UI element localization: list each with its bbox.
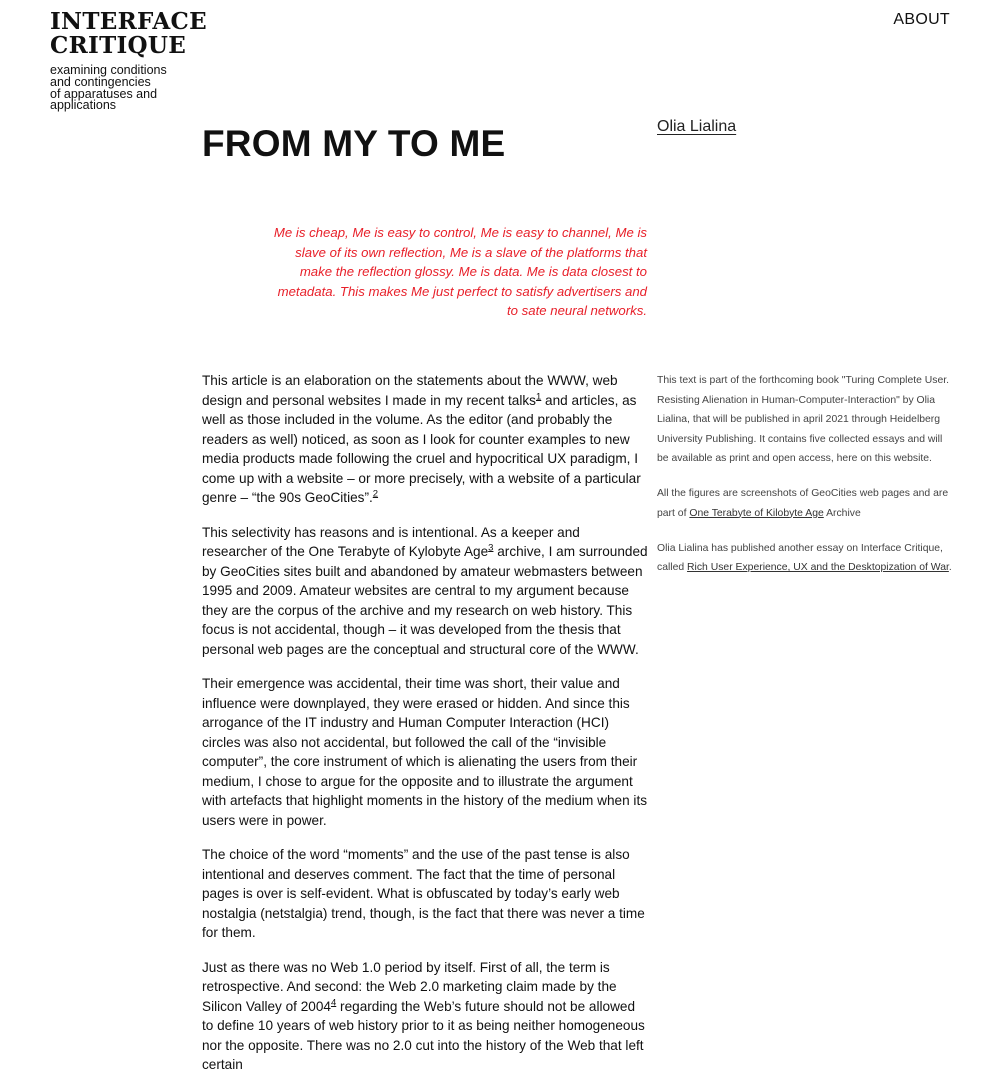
footnote-ref[interactable]: 2: [372, 488, 379, 500]
epigraph-quote: Me is cheap, Me is easy to control, Me is easy to channel, Me is slave of its own reflection, Me is a slave of the platforms that make the reflection glossy. Me is data. Me is data closest to metadata. This makes Me just perfect to satisfy advertisers and to sate neural networks.: [273, 225, 647, 318]
paragraph-text: regarding the Web’s future should not be allowed to define 10 years of web history prior to it as being neither homogeneous nor the opposite. There was no 2.0 cut into the history of the Web that left certain: [202, 998, 645, 1072]
paragraph-text: archive, I am surrounded by GeoCities sites built and abandoned by amateur webmasters between 1995 and 2009. Amateur websites are central to my argument because they are the corpus of the archive and my research on web history. This focus is not accidental, though – it was developed from the thesis that personal web pages are the conceptual and structural core of the WWW.: [202, 544, 648, 657]
related-essay-link[interactable]: Rich User Experience, UX and the Desktopization of War: [687, 562, 949, 573]
note-text: Archive: [823, 507, 861, 519]
tagline-line: and contingencies: [50, 74, 151, 89]
footnote-ref[interactable]: 1: [535, 390, 542, 402]
note-text: Olia Lialina has published another essay on Interface Critique, called: [657, 542, 943, 573]
tagline-line: examining conditions: [50, 63, 167, 77]
sidebar-note: [657, 484, 953, 523]
footnote-ref[interactable]: 3: [488, 542, 494, 554]
sidebar-notes: [657, 371, 953, 593]
body-paragraph: [202, 523, 648, 660]
note-text: All the figures are screenshots of GeoCities web pages and are part of: [657, 488, 949, 519]
site-title-line: INTERFACE: [50, 8, 207, 35]
sidebar-note: This text is part of the forthcoming book "Turing Complete User. Resisting Alienation in Human-Computer-Interaction" by Olia Lialina, that will be published in april 2021 through Heidelberg University Publishing. It contains five collected essays and will be available as print and open access, here on this website.: [657, 375, 950, 464]
site-title-line: CRITIQUE: [50, 32, 187, 59]
author-link[interactable]: Olia Lialina: [657, 118, 737, 135]
body-paragraph: The choice of the word “moments” and the use of the past tense is also intentional and deserves comment. The fact that the time of personal pages is over is self-evident. What is obfuscated by today’s early web nostalgia (netstalgia) trend, though, is the fact that there was never a time for them.: [202, 847, 645, 940]
sidebar-note: [657, 539, 953, 578]
nav-about-link[interactable]: ABOUT: [893, 11, 950, 28]
body-paragraph: Their emergence was accidental, their time was short, their value and influence were downplayed, they were erased or hidden. And since this arrogance of the IT industry and Human Computer Interaction (HCI) circles was also not accidental, but followed the call of the “invisible computer”, the core instrument of which is alienating the users from their medium, I chose to argue for the opposite and to illustrate the argument with artefacts that highlight moments in the history of the medium when its users were in power.: [202, 676, 648, 828]
body-paragraph: [202, 371, 648, 508]
paragraph-text: Just as there was no Web 1.0 period by itself. First of all, the term is retrospective. And second: the Web 2.0 marketing claim made by the Silicon Valley of 2004: [202, 959, 617, 1014]
paragraph-text: This article is an elaboration on the statements about the WWW, web design and personal websites I made in my recent talks: [202, 373, 618, 408]
paragraph-text: This selectivity has reasons and is intentional. As a keeper and researcher of the One Terabyte of Kylobyte Age: [202, 524, 580, 559]
body-paragraph: [202, 958, 648, 1075]
archive-link[interactable]: One Terabyte of Kilobyte Age: [689, 507, 824, 519]
site-logo[interactable]: [50, 10, 210, 58]
tagline-line: of apparatuses and: [50, 86, 158, 101]
tagline-line: applications: [50, 98, 117, 113]
note-text: .: [948, 562, 952, 573]
article-title: FROM MY TO ME: [202, 123, 506, 164]
paragraph-text: and articles, as well as those included in the volume. As the editor (and probably the readers as well) noticed, as soon as I look for counter examples to new media products made following the cruel and hypocritical UX paradigm, I come up with a website – or more precisely, with a website of a particular genre – “the 90s GeoCities”.: [202, 392, 641, 505]
footnote-ref[interactable]: 4: [330, 996, 337, 1008]
article-body: [202, 371, 648, 1090]
site-tagline: [50, 65, 190, 112]
